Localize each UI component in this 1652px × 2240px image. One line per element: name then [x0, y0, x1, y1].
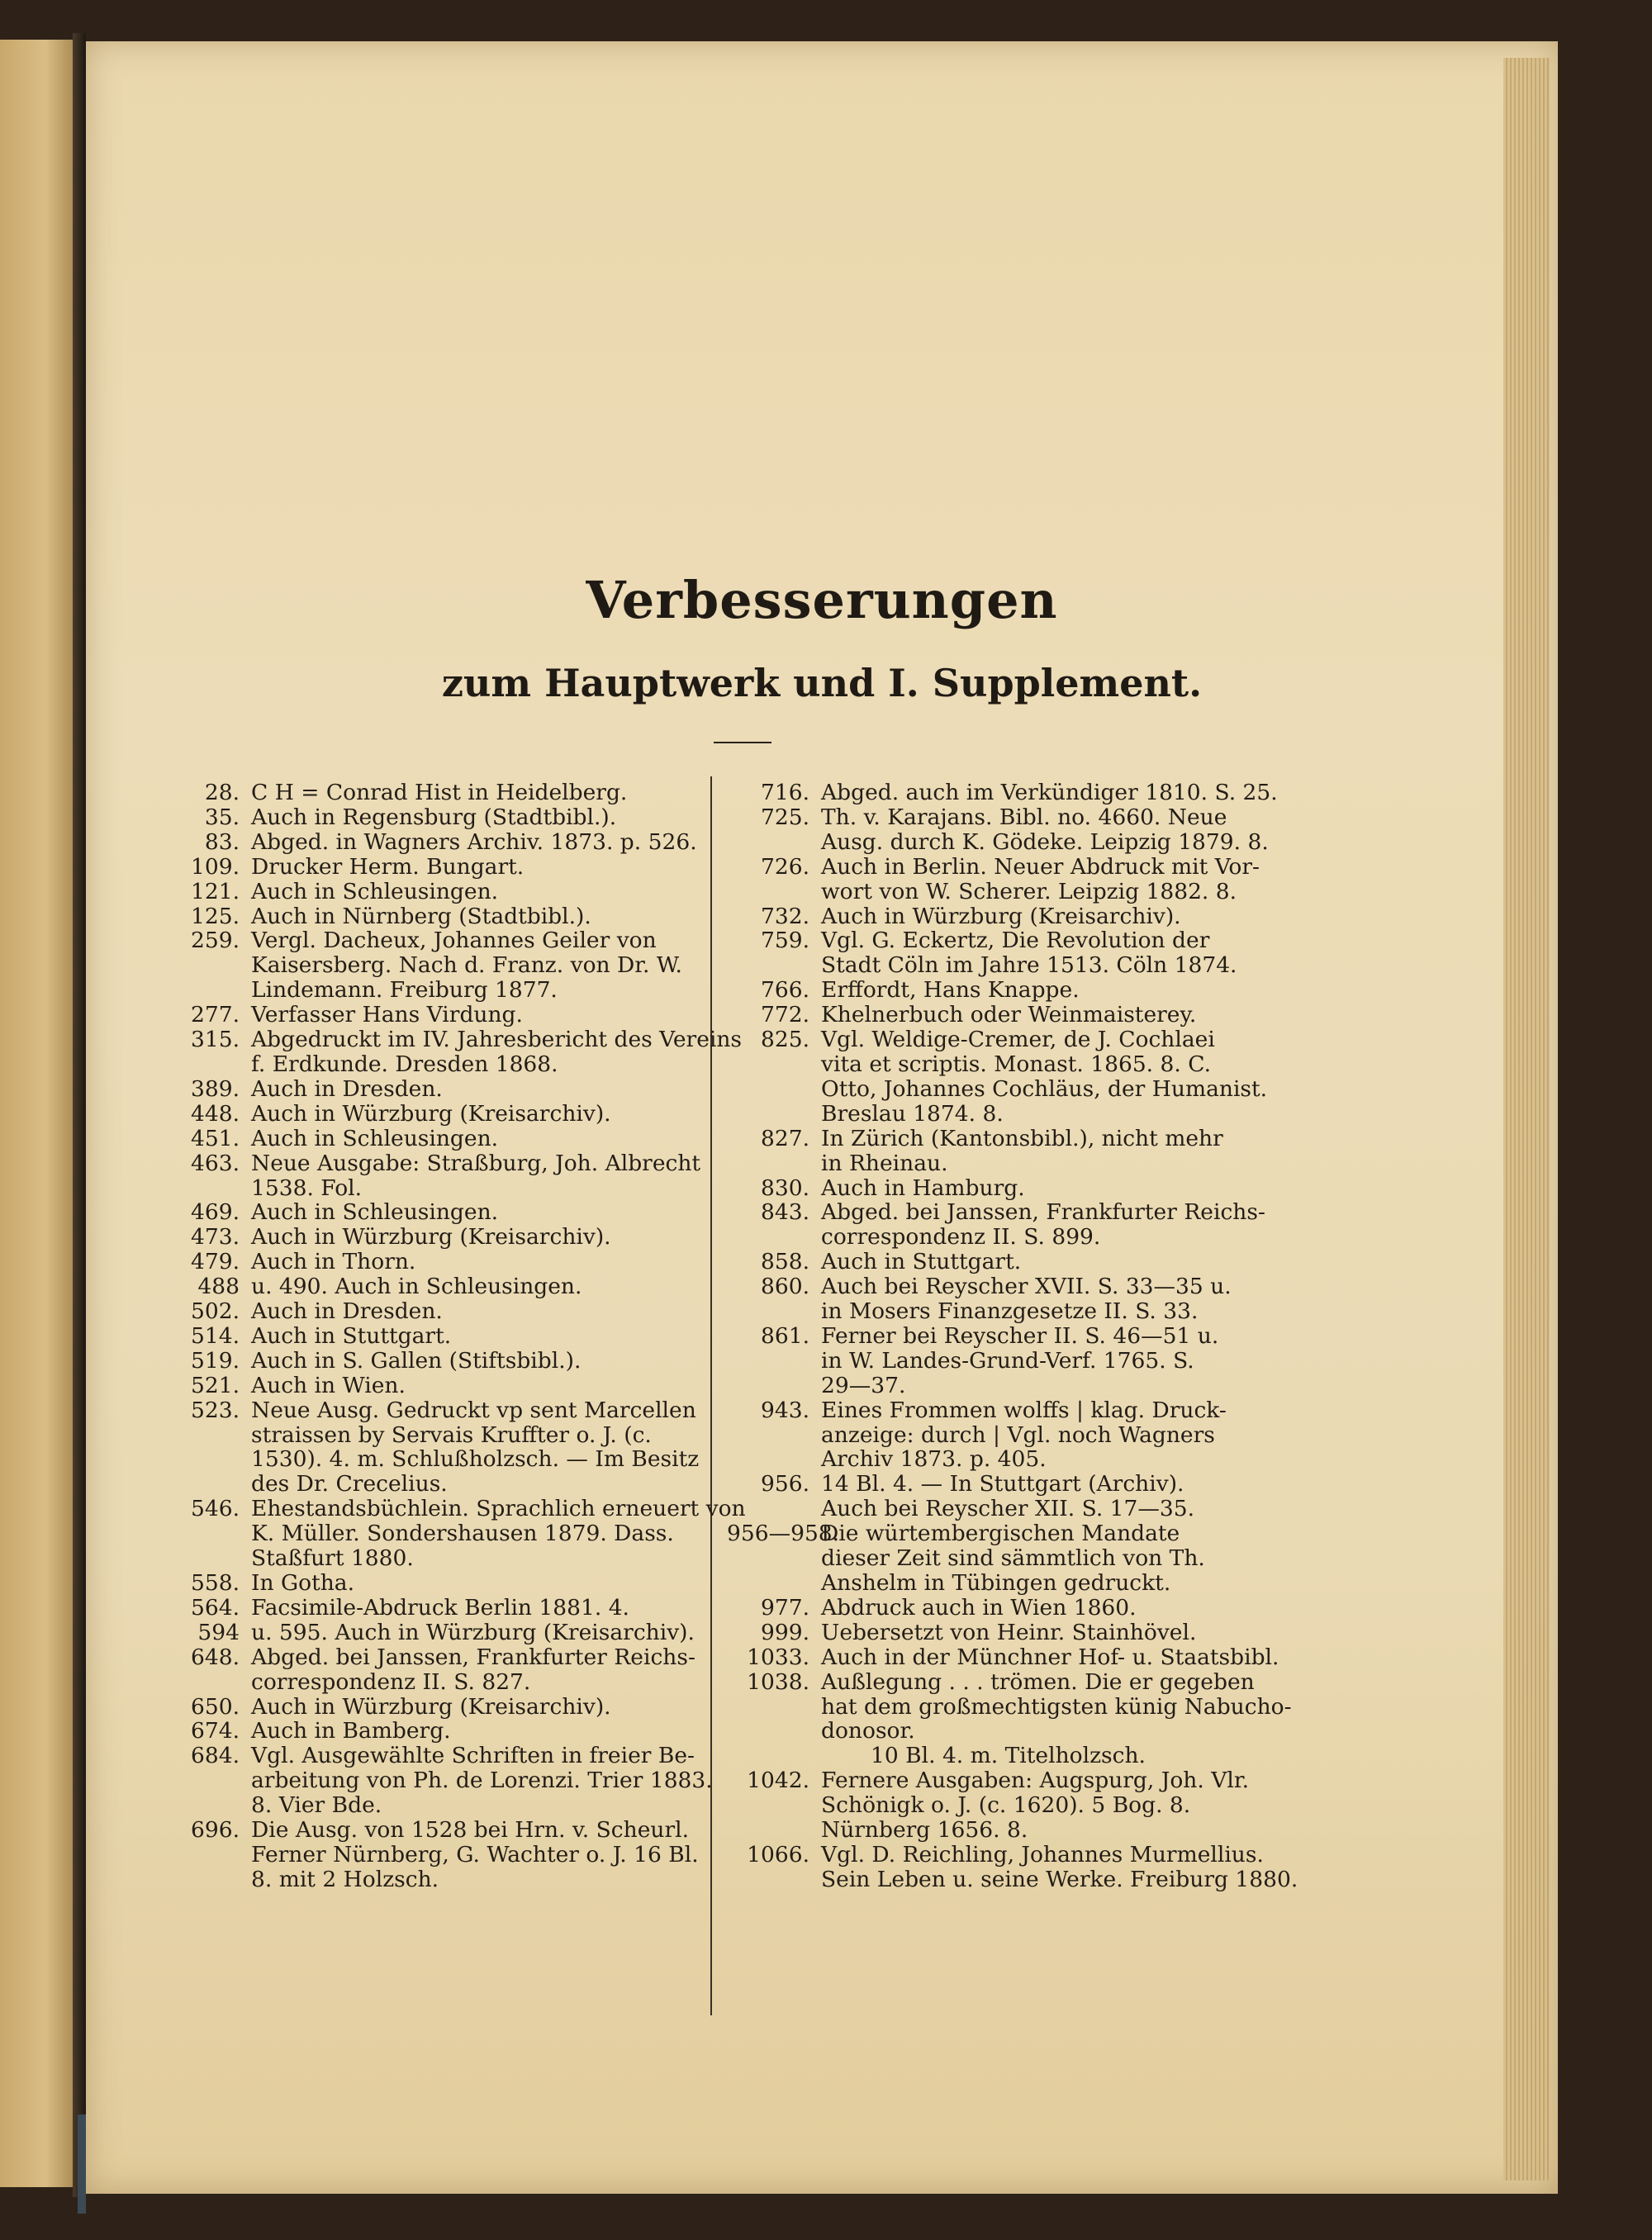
entry-line: Auch in Hamburg. [821, 1175, 1025, 1201]
entry-number: 451. [190, 1125, 240, 1151]
correction-entry [727, 1003, 1264, 1027]
correction-entry [727, 780, 1278, 805]
entry-text [251, 904, 705, 929]
entry-line: Auch in Stuttgart. [251, 1322, 452, 1349]
entry-line: 14 Bl. 4. — In Stuttgart (Archiv). [821, 1471, 1184, 1497]
entry-text [821, 1472, 1264, 1521]
entry-number: 759. [760, 928, 809, 954]
correction-entry [727, 804, 1269, 855]
entry-line: f. Erdkunde. Dresden 1868. [251, 1051, 558, 1077]
entry-line: Vgl. D. Reichling, Johannes Murmellius. [821, 1841, 1264, 1867]
entry-line: Auch in Schleusingen. [251, 1199, 499, 1226]
entry-line: u. 595. Auch in Würzburg (Kreisarchiv). [251, 1619, 695, 1645]
entry-text [251, 1200, 705, 1225]
entry-text [821, 1621, 1264, 1645]
entry-text [251, 1744, 713, 1818]
entry-line: Erffordt, Hans Knappe. [821, 977, 1080, 1004]
entry-number: 1042. [747, 1768, 809, 1794]
correction-entry [169, 1225, 705, 1250]
entry-number: 999. [760, 1619, 809, 1645]
entry-number: 558. [190, 1570, 240, 1596]
entry-line: correspondenz II. S. 827. [251, 1668, 531, 1695]
entry-text [251, 1374, 705, 1398]
entry-line: Verfasser Hans Virdung. [251, 1002, 523, 1028]
entry-line: Facsimile-Abdruck Berlin 1881. 4. [251, 1594, 629, 1621]
entry-line: Breslau 1874. 8. [821, 1100, 1004, 1127]
entry-line: Abged. bei Janssen, Frankfurter Reichs- [821, 1199, 1265, 1226]
entry-number: 1038. [747, 1668, 809, 1695]
entry-number: 523. [190, 1397, 240, 1423]
entry-number: 726. [760, 853, 809, 880]
entry-text [821, 1127, 1264, 1176]
entry-text [821, 855, 1264, 904]
entry-line: Vgl. G. Eckertz, Die Revolution der [821, 928, 1210, 954]
entry-text [821, 1596, 1264, 1621]
entry-number: 843. [760, 1199, 809, 1226]
entry-line: Abged. auch im Verkündiger 1810. S. 25. [821, 780, 1278, 805]
entry-text [251, 1621, 705, 1645]
entry-text [251, 781, 705, 805]
entry-number: 825. [760, 1027, 809, 1053]
entry-number: 1033. [747, 1644, 809, 1670]
entry-number: 674. [190, 1718, 240, 1744]
entry-line: in W. Landes-Grund-Verf. 1765. S. [821, 1347, 1194, 1374]
entry-line: Auch bei Reyscher XVII. S. 33—35 u. [821, 1274, 1232, 1300]
entry-number: 473. [190, 1224, 240, 1251]
correction-entry [169, 1398, 705, 1497]
correction-entry [727, 1768, 1264, 1843]
entry-line: 1538. Fol. [251, 1175, 363, 1201]
entry-line: Otto, Johannes Cochläus, der Humanist. [821, 1075, 1268, 1102]
entry-line: Vergl. Dacheux, Johannes Geiler von [251, 928, 657, 954]
correction-entry [169, 1274, 705, 1299]
correction-entry [169, 1250, 705, 1274]
entry-line: Auch in Berlin. Neuer Abdruck mit Vor- [821, 853, 1260, 880]
entry-number: 772. [760, 1002, 809, 1028]
correction-entry [727, 978, 1264, 1003]
entry-line: Neue Ausgabe: Straßburg, Joh. Albrecht [251, 1150, 701, 1176]
entry-number: 28. [204, 780, 240, 805]
correction-entry [727, 904, 1264, 929]
entry-number: 716. [760, 780, 809, 805]
left-column [169, 780, 746, 1892]
entry-text [251, 1645, 705, 1695]
correction-entry [169, 928, 705, 1003]
correction-entry [727, 1250, 1264, 1274]
entry-text [821, 1324, 1264, 1398]
entry-text [821, 1768, 1264, 1843]
correction-entry [169, 1645, 705, 1695]
page-title: Verbesserungen [586, 570, 1058, 630]
entry-text [251, 1695, 705, 1720]
entry-line: correspondenz II. S. 899. [821, 1224, 1101, 1251]
entry-text [821, 1670, 1292, 1744]
entry-text [251, 805, 705, 830]
facing-page [0, 40, 76, 2187]
entry-number: 488 [197, 1274, 240, 1300]
book-gutter [73, 33, 86, 2197]
entry-text [821, 1003, 1264, 1027]
entry-text [251, 1596, 705, 1621]
entry-number: 956—958. [727, 1521, 840, 1547]
entry-number: 546. [190, 1496, 240, 1522]
entry-line: Auch in Dresden. [251, 1298, 443, 1325]
entry-text [251, 1398, 705, 1497]
entry-number: 514. [190, 1322, 240, 1349]
entry-text [821, 1200, 1265, 1250]
entry-line: dieser Zeit sind sämmtlich von Th. [821, 1545, 1205, 1572]
entry-number: 259. [190, 928, 240, 954]
entry-text [251, 830, 705, 855]
entry-line: Auch in Regensburg (Stadtbibl.). [251, 804, 617, 830]
correction-entry [727, 1127, 1264, 1176]
correction-entry [169, 1349, 705, 1374]
entry-line: Auch in Würzburg (Kreisarchiv). [251, 1224, 611, 1251]
entry-text [821, 1398, 1264, 1473]
entry-number: 860. [760, 1274, 809, 1300]
correction-entry [727, 855, 1264, 904]
entry-text [821, 1843, 1298, 1892]
correction-entry [727, 1176, 1264, 1201]
entry-text [251, 1225, 705, 1250]
entry-line: in Mosers Finanzgesetze II. S. 33. [821, 1298, 1199, 1325]
entry-line: 29—37. [821, 1372, 906, 1398]
entry-number: 861. [760, 1322, 809, 1349]
entry-line: Neue Ausg. Gedruckt vp sent Marcellen [251, 1397, 696, 1423]
entry-number: 594 [197, 1619, 240, 1645]
entry-line: Archiv 1873. p. 405. [821, 1446, 1047, 1473]
entry-number: 858. [760, 1249, 809, 1275]
entry-number [727, 1744, 871, 1768]
correction-entry [727, 1644, 1279, 1670]
entry-line: Vgl. Weldige-Cremer, de J. Cochlaei [821, 1027, 1215, 1053]
correction-entry [169, 1719, 705, 1744]
correction-entry [169, 1102, 705, 1127]
entry-text [251, 1274, 705, 1299]
correction-entry [169, 855, 705, 880]
entry-text [821, 904, 1264, 929]
entry-number: 564. [190, 1594, 240, 1621]
correction-entry [169, 1027, 743, 1077]
entry-text [251, 928, 705, 1003]
correction-entry [169, 880, 705, 904]
entry-line: Abgedruckt im IV. Jahresbericht des Vereins [251, 1027, 743, 1053]
entry-text [821, 1176, 1264, 1201]
correction-entry [169, 1077, 705, 1102]
entry-line: 10 Bl. 4. m. Titelholzsch. [871, 1743, 1146, 1769]
entry-line: Die Ausg. von 1528 bei Hrn. v. Scheurl. [251, 1817, 690, 1844]
correction-entry [169, 781, 705, 805]
entry-text [251, 1250, 705, 1274]
correction-entry [169, 805, 705, 830]
entry-line: Auch in Schleusingen. [251, 878, 499, 904]
correction-entry [727, 1596, 1264, 1621]
correction-entry [727, 1841, 1298, 1892]
entry-number: 732. [760, 903, 809, 929]
entry-line: Auch in S. Gallen (Stiftsbibl.). [251, 1347, 582, 1374]
entry-number: 1066. [747, 1841, 809, 1867]
entry-line: Abdruck auch in Wien 1860. [821, 1594, 1137, 1621]
correction-entry [727, 1472, 1264, 1521]
entry-line: Auch in Stuttgart. [821, 1249, 1022, 1275]
entry-line: vita et scriptis. Monast. 1865. 8. C. [821, 1051, 1211, 1077]
entry-number: 277. [190, 1002, 240, 1028]
entry-text [821, 928, 1264, 978]
correction-entry [169, 904, 705, 929]
correction-entry [169, 1374, 705, 1398]
entry-line: 1530). 4. m. Schlußholzsch. — Im Besitz [251, 1446, 700, 1473]
entry-number: 35. [204, 804, 240, 830]
entry-number: 502. [190, 1298, 240, 1325]
entry-number: 830. [760, 1175, 809, 1201]
entry-text [251, 1349, 705, 1374]
entry-line: Drucker Herm. Bungart. [251, 853, 525, 880]
entry-text [251, 1299, 705, 1324]
entry-line: Kaisersberg. Nach d. Franz. von Dr. W. [251, 952, 682, 979]
entry-text [251, 1497, 746, 1571]
entry-number: 943. [760, 1397, 809, 1423]
entry-line: Eines Frommen wolffs | klag. Druck- [821, 1397, 1227, 1423]
correction-entry [169, 1571, 705, 1596]
correction-entry [727, 1274, 1264, 1324]
entry-number: 125. [190, 903, 240, 929]
entry-number: 827. [760, 1125, 809, 1151]
entry-line: Lindemann. Freiburg 1877. [251, 977, 558, 1004]
correction-entry [727, 1398, 1264, 1473]
entry-line: Auch in Wien. [251, 1372, 406, 1398]
entry-line: Vgl. Ausgewählte Schriften in freier Be- [251, 1743, 695, 1769]
entry-number: 448. [190, 1100, 240, 1127]
entry-text [251, 1719, 705, 1744]
entry-line: Außlegung . . . trömen. Die er gegeben [821, 1668, 1255, 1695]
entry-text [251, 1077, 705, 1102]
correction-entry [169, 1200, 705, 1225]
entry-line: In Zürich (Kantonsbibl.), nicht mehr [821, 1125, 1223, 1151]
entry-text [821, 1274, 1264, 1324]
entry-line: C H = Conrad Hist in Heidelberg. [251, 780, 628, 805]
entry-text [251, 1818, 705, 1892]
right-column [727, 780, 1298, 1892]
title-rule [714, 742, 771, 743]
entry-line: Auch bei Reyscher XII. S. 17—35. [821, 1496, 1195, 1522]
entry-text [251, 1151, 705, 1201]
entry-line: hat dem großmechtigsten künig Nabucho- [821, 1693, 1292, 1720]
correction-entry [169, 1127, 705, 1151]
entry-line: Ferner bei Reyscher II. S. 46—51 u. [821, 1322, 1219, 1349]
correction-entry [169, 1818, 705, 1892]
entry-line: anzeige: durch | Vgl. noch Wagners [821, 1421, 1215, 1448]
entry-number: 519. [190, 1347, 240, 1374]
entry-line: Fernere Ausgaben: Augspurg, Joh. Vlr. [821, 1768, 1250, 1794]
entry-line: Sein Leben u. seine Werke. Freiburg 1880. [821, 1866, 1298, 1892]
correction-entry [169, 830, 705, 855]
entry-number: 696. [190, 1817, 240, 1844]
correction-entry [169, 1596, 705, 1621]
entry-number: 315. [190, 1027, 240, 1053]
entry-line: Abged. bei Janssen, Frankfurter Reichs- [251, 1644, 695, 1670]
entry-line: Stadt Cöln im Jahre 1513. Cöln 1874. [821, 952, 1237, 979]
entry-text [251, 855, 705, 880]
entry-line: Abged. in Wagners Archiv. 1873. p. 526. [251, 828, 697, 855]
entry-text [871, 1744, 1264, 1768]
entry-line: Auch in Thorn. [251, 1249, 416, 1275]
page-subtitle: zum Hauptwerk und I. Supplement. [441, 661, 1203, 705]
entry-number: 725. [760, 804, 809, 830]
entry-line: Anshelm in Tübingen gedruckt. [821, 1570, 1171, 1596]
entry-text [251, 1571, 705, 1596]
correction-entry [169, 1621, 705, 1645]
page-edges [1503, 58, 1550, 2181]
correction-entry [727, 1324, 1264, 1398]
correction-entry [727, 1621, 1264, 1645]
correction-entry [727, 1521, 1264, 1596]
entry-text [251, 1003, 705, 1027]
entry-line: Die würtembergischen Mandate [821, 1521, 1180, 1547]
entry-line: straissen by Servais Kruffter o. J. (c. [251, 1421, 652, 1448]
entry-text [821, 1645, 1279, 1670]
correction-entry [169, 1324, 705, 1349]
entry-line: arbeitung von Ph. de Lorenzi. Trier 1883. [251, 1768, 713, 1794]
entry-text [821, 978, 1264, 1003]
entry-line: Auch in Würzburg (Kreisarchiv). [821, 903, 1181, 929]
correction-entry [727, 1027, 1268, 1127]
entry-line: des Dr. Crecelius. [251, 1471, 448, 1497]
entry-number: 121. [190, 878, 240, 904]
entry-number: 684. [190, 1743, 240, 1769]
entry-text [251, 1324, 705, 1349]
entry-text [821, 1027, 1267, 1127]
entry-text [821, 1250, 1264, 1274]
entry-line: Ferner Nürnberg, G. Wachter o. J. 16 Bl. [251, 1841, 699, 1867]
entry-number: 469. [190, 1199, 240, 1226]
entry-text [821, 781, 1278, 805]
entry-line: 8. mit 2 Holzsch. [251, 1866, 439, 1892]
entry-text [821, 805, 1269, 855]
entry-number: 389. [190, 1075, 240, 1102]
entry-number: 521. [190, 1372, 240, 1398]
entry-line: 8. Vier Bde. [251, 1792, 382, 1819]
entry-line: Th. v. Karajans. Bibl. no. 4660. Neue [821, 804, 1227, 830]
correction-entry [727, 1200, 1264, 1250]
entry-line: Auch in Würzburg (Kreisarchiv). [251, 1693, 611, 1720]
entry-line: Uebersetzt von Heinr. Stainhövel. [821, 1619, 1197, 1645]
entry-line: Auch in Nürnberg (Stadtbibl.). [251, 903, 591, 929]
entry-line: Staßfurt 1880. [251, 1545, 414, 1572]
entry-number: 956. [760, 1471, 809, 1497]
correction-entry [169, 1003, 705, 1027]
correction-entry [169, 1299, 705, 1324]
entry-line: Auch in Bamberg. [251, 1718, 451, 1744]
entry-text [251, 1127, 705, 1151]
entry-line: Auch in Würzburg (Kreisarchiv). [251, 1100, 611, 1127]
correction-entry [169, 1743, 713, 1819]
entry-line: donosor. [821, 1718, 915, 1744]
entry-line: Ausg. durch K. Gödeke. Leipzig 1879. 8. [821, 828, 1269, 855]
entry-line: Khelnerbuch oder Weinmaisterey. [821, 1002, 1197, 1028]
entry-number: 463. [190, 1150, 240, 1176]
correction-entry [169, 1695, 705, 1720]
entry-line: Auch in der Münchner Hof- u. Staatsbibl. [821, 1644, 1279, 1670]
entry-line: Schönigk o. J. (c. 1620). 5 Bog. 8. [821, 1792, 1191, 1819]
entry-text [251, 1102, 705, 1127]
correction-entry [169, 1496, 746, 1572]
entry-line: Auch in Schleusingen. [251, 1125, 499, 1151]
entry-line: Nürnberg 1656. 8. [821, 1817, 1028, 1844]
entry-line: Auch in Dresden. [251, 1075, 443, 1102]
binding-band [78, 2114, 86, 2214]
column-divider [710, 776, 712, 2015]
correction-entry [169, 1151, 705, 1201]
entry-line: In Gotha. [251, 1570, 355, 1596]
entry-number: 650. [190, 1693, 240, 1720]
entry-number: 479. [190, 1249, 240, 1275]
entry-line: K. Müller. Sondershausen 1879. Dass. [251, 1521, 674, 1547]
entry-number: 766. [760, 977, 809, 1004]
entry-number: 977. [760, 1594, 809, 1621]
entry-line: in Rheinau. [821, 1150, 948, 1176]
correction-entry [727, 1744, 1264, 1768]
entry-text [821, 1521, 1264, 1596]
entry-text [251, 1027, 742, 1077]
correction-entry [727, 1668, 1292, 1744]
entry-line: wort von W. Scherer. Leipzig 1882. 8. [821, 878, 1237, 904]
entry-line: Ehestandsbüchlein. Sprachlich erneuert von [251, 1496, 746, 1522]
entry-number: 83. [204, 828, 240, 855]
entry-number: 648. [190, 1644, 240, 1670]
correction-entry [727, 928, 1264, 978]
entry-number: 109. [190, 853, 240, 880]
entry-line: u. 490. Auch in Schleusingen. [251, 1274, 582, 1300]
entry-text [251, 880, 705, 904]
